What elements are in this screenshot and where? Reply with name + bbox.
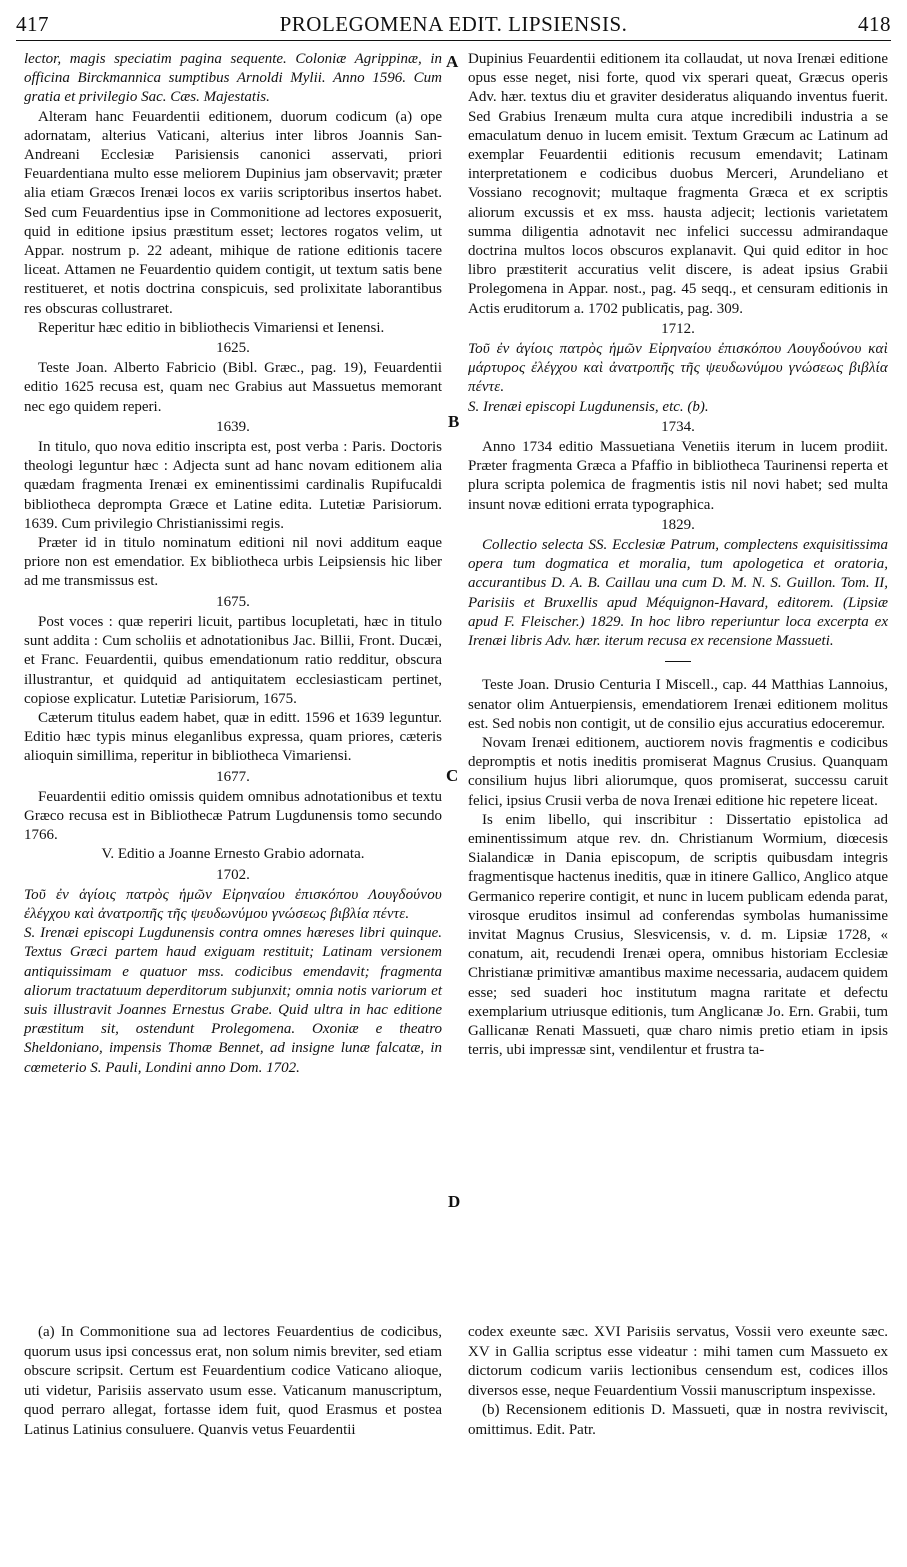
- page-header: [16, 10, 891, 41]
- latin-title: S. Irenæi episcopi Lugdunensis, etc. (b).: [468, 398, 709, 415]
- greek-title: Τοῦ ἐν ἁγίοις πατρὸς ἡμῶν Εἰρηναίου ἐπισκόπου Λουγδούνου καὶ μάρτυρος ἐλέγχου καὶ ἀνατροπῆς τῆς ψευδωνύμου γνώσεως βιβλία πέντε.: [468, 341, 888, 396]
- paragraph: Is enim libello, qui inscribitur : Dissertatio epistolica ad eminentissimum atque rev. dn. Christianum Wormium, diœcesis Sialandicæ in Dania episcopum, de scriptis quibusdam integris fragmentisque hactenus ineditis, quæ in itinere Gallico, Anglico atque Germanico reperire contigit, et nunc in lucem publicam edenda parat, virosque eruditos insimul ad conferendas symbolas humanissime invitat Magnus Crusius, Slesvicensis, v. d. m. Lipsiæ 1728, « conatum, ait, recudendi Irenæi opera, omnibus historiam Ecclesiæ Christianæ primitivæ amantibus maxime necessaria, audacem quidem esse; sed suaderi hoc institutum magna raritate et defectu exemplarium utriusque editionis, tum Anglicanæ Jo. Ern. Grabii, tum Gallicanæ Renati Massueti, quæ charo nimis pretio etiam in ipsis terris, ubi impressæ sint, vendilentur et frustra ta-: [468, 811, 888, 1059]
- year-heading-1675: 1675.: [216, 593, 250, 610]
- year-heading-1625: 1625.: [216, 340, 250, 357]
- paragraph: Alteram hanc Feuardentii editionem, duorum codicum (a) ope adornatam, alterius Vaticani, alterius inter libros Joannis San-Andreani Ecclesiæ Parisiensis canonici asservati, priori Feuardentiana multo esse meliorem Dupinius jam observavit; præter alia etiam Græcos Irenæi locos ex variis scriptoribus insertos habet. Sed cum Feuardentius ipse in Commonitione ad lectores exposuerit, quid in editione ipsius præstitum esset; lectores rogatos velim, ut Appar. nostrum p. 22 adeant, mihique de ratione editionis tacere liceat. Attamen ne Feuardentio quidem contigit, ut textum satis bene restitueret, et notis doctrina conspicuis, sed prolixitate laborantibus res obscuras collustraret.: [24, 108, 442, 317]
- left-column: [24, 50, 442, 1078]
- paragraph: Post voces : quæ reperiri licuit, partibus locupletati, hæc in titulo sunt addita : Cum scholiis et adnotationibus Jac. Billii, Front. Ducæi, et Franc. Feuardentii, quibus emendationum ratio redditur, obscura illustrantur, et quidquid ad antiquitatem ecclesiasticam pertinet, copiose explicatur. Lutetiæ Parisiorum, 1675.: [24, 613, 442, 707]
- year-heading-1712: 1712.: [661, 320, 695, 337]
- paragraph: Feuardentii editio omissis quidem omnibus adnotationibus et textu Græco recusa est in Bibliothecæ Patrum Lugdunensis tomo secundo 1766.: [24, 788, 442, 844]
- paragraph: Dupinius Feuardentii editionem ita collaudat, ut nova Irenæi editione opus esse neget, nisi forte, quod vix sperari queat, Græcus operis Adv. hær. textus diu et graviter desideratus aliquando inventus fuerit. Sed Grabius Irenæum multa cura atque incredibili industria a se emaculatum denuo in lucem emisit. Textum Græcum ac Latinum ad exemplar Feuardentii editionis recusum emendavit; Latinam interpretationem e codicibus duobus Merceri, Arundeliano et Vossiano recognovit; multaque fragmenta Græca et ex scriptis aliorum excussis et ex mss. hausta adjecit; lectionis varietatem summa diligentia adnotavit nec infelici successu admirandaque doctrina multos locos obscuros explanavit. Qui quid editor in hoc libro præstiterit accuratius velit discere, is adeat ipsius Grabii Prolegomena in Appar. nost., pag. 45 seqq., et censuram editionis in Actis eruditorum a. 1702 publicatis, pag. 309.: [468, 51, 888, 317]
- right-column: [468, 50, 888, 1060]
- margin-marker-a: A: [446, 52, 459, 71]
- paragraph: Præter id in titulo nominatum editioni nil novi additum eaque priore non est emendatior. Ex bibliotheca urbis Leipsiensis hic liber ad me transmissus est.: [24, 535, 442, 590]
- paragraph: lector, magis speciatim pagina sequente. Coloniæ Agrippinæ, in officina Birckmannica sumptibus Arnoldi Mylii. Anno 1596. Cum gratia et privilegio Sac. Cæs. Majestatis.: [24, 51, 442, 106]
- paragraph: Novam Irenæi editionem, auctiorem novis fragmentis e codicibus depromptis et notis ineditis promiserat Magnus Crusius. Quanquam consilium hujus libri aliorumque, quos promiserat, successu caruit felici, ipsius Crusii verba de nova Irenæi editione hic repetere liceat.: [468, 734, 888, 809]
- paragraph: Reperitur hæc editio in bibliothecis Vimariensi et Ienensi.: [38, 319, 385, 336]
- margin-marker-b: B: [448, 412, 460, 431]
- section-divider: [665, 661, 691, 662]
- latin-title: S. Irenæi episcopi Lugdunensis contra omnes hæreses libri quinque. Textus Græci partem haud exiguam restituit; Latinam versionem antiquissimam e quatuor mss. codicibus emendavit; fragmenta aliorum tractatuum deperditorum subjunxit; omnia notis variorum et suis illustravit Joannes Ernestus Grabe. Quid ultra in hac editione præstitum sit, ostendunt Prolegomena. Oxoniæ e theatro Sheldoniano, impensis Thomæ Bennet, ad insigne lunæ falcatæ, in cœmeterio S. Pauli, Londini anno Dom. 1702.: [24, 925, 442, 1076]
- footnotes-left: [24, 1323, 442, 1441]
- greek-title: Τοῦ ἐν ἁγίοις πατρὸς ἡμῶν Εἰρηναίου ἐπισκόπου Λουγδούνου ἐλέγχου καὶ ἀνατροπῆς τῆς ψευδωνύμου γνώσεως βιβλία πέντε.: [24, 886, 442, 922]
- year-heading-1639: 1639.: [216, 418, 250, 435]
- page-number-left: 417: [16, 12, 49, 36]
- year-heading-1702: 1702.: [216, 866, 250, 883]
- footnote-b: (b) Recensionem editionis D. Massueti, quæ in nostra reviviscit, omittimus. Edit. Patr.: [468, 1402, 888, 1438]
- paragraph: Teste Joan. Alberto Fabricio (Bibl. Græc., pag. 19), Feuardentii editio 1625 recusa est, quam nec Grabius aut Massuetus memorant nec ego quidem reperi.: [24, 360, 442, 415]
- footnote-a: (a) In Commonitione sua ad lectores Feuardentius de codicibus, quorum usus ipsi concessus erat, non solum nimis breviter, sed etiam obscure scripsit. Certum est Feuardentium codice Vaticano alioque, uti videtur, Parisiis asservato usum esse. Vaticanum manuscriptum, quod perraro allegat, fortasse idem fuit, quod Erasmus et postea Latinus Latinius consuluere. Quanvis vetus Feuardentii: [24, 1324, 442, 1438]
- paragraph: In titulo, quo nova editio inscripta est, post verba : Paris. Doctoris theologi leguntur hæc : Adjecta sunt ad hanc novam editionem alia quædam fragmenta Irenæi ex eminentissimi cardinalis Rupifucaldi bibliotheca deprompta Græce et Latine edita. Lutetiæ Parisiorum. 1639. Cum privilegio Christianissimi regis.: [24, 439, 442, 532]
- footnote-continuation: codex exeunte sæc. XVI Parisiis servatus, Vossii vero exeunte sæc. XV in Gallia scriptus esse videatur : mihi tamen cum Massueto ex dictorum codicum variis lectionibus censendum est, codices illos diversos esse, neque Feuardentium Vossii manuscriptum inspexisse.: [468, 1324, 888, 1399]
- page-number-right: 418: [858, 12, 891, 36]
- paragraph: Anno 1734 editio Massuetiana Venetiis iterum in lucem prodiit. Præter fragmenta Græca a Pfaffio in bibliotheca Taurinensi reperta et plura scripta polemica de fragmentis istis nil novi habet; sed multa insunt novæ editioni errata typographica.: [468, 439, 888, 513]
- year-heading-1677: 1677.: [216, 768, 250, 785]
- margin-marker-d: D: [448, 1192, 461, 1211]
- paragraph: Collectio selecta SS. Ecclesiæ Patrum, complectens exquisitissima opera tum dogmatica et moralia, tum apologetica et oratoria, accurantibus D. A. B. Caillau una cum D. M. N. S. Guillon. Tom. II, Parisiis et Bruxellis apud Méquignon-Havard, editorem. (Lipsiæ apud F. Fleischer.) 1829. In hoc libro reperiuntur loca excerpta ex Irenæi libris Adv. hær. iterum recusa ex recensione Massueti.: [468, 537, 888, 650]
- margin-marker-c: C: [446, 766, 459, 785]
- year-heading-1829: 1829.: [661, 516, 695, 533]
- footnotes-right: [468, 1323, 888, 1441]
- section-heading: V. Editio a Joanne Ernesto Grabio adornata.: [101, 846, 365, 863]
- paragraph: Cæterum titulus eadem habet, quæ in editt. 1596 et 1639 leguntur. Editio hæc typis minus eleganlibus expressa, quam priores, cæteris alioquin simillima, reperitur in bibliotheca Vimariensi.: [24, 709, 442, 765]
- paragraph: Teste Joan. Drusio Centuria I Miscell., cap. 44 Matthias Lannoius, senator olim Antuerpiensis, emendatiorem Irenæi editionem molitus est. Sed nobis non contigit, ut de consilio ejus accuratius edoceremur.: [468, 677, 888, 732]
- running-title: PROLEGOMENA EDIT. LIPSIENSIS.: [279, 12, 628, 36]
- year-heading-1734: 1734.: [661, 418, 695, 435]
